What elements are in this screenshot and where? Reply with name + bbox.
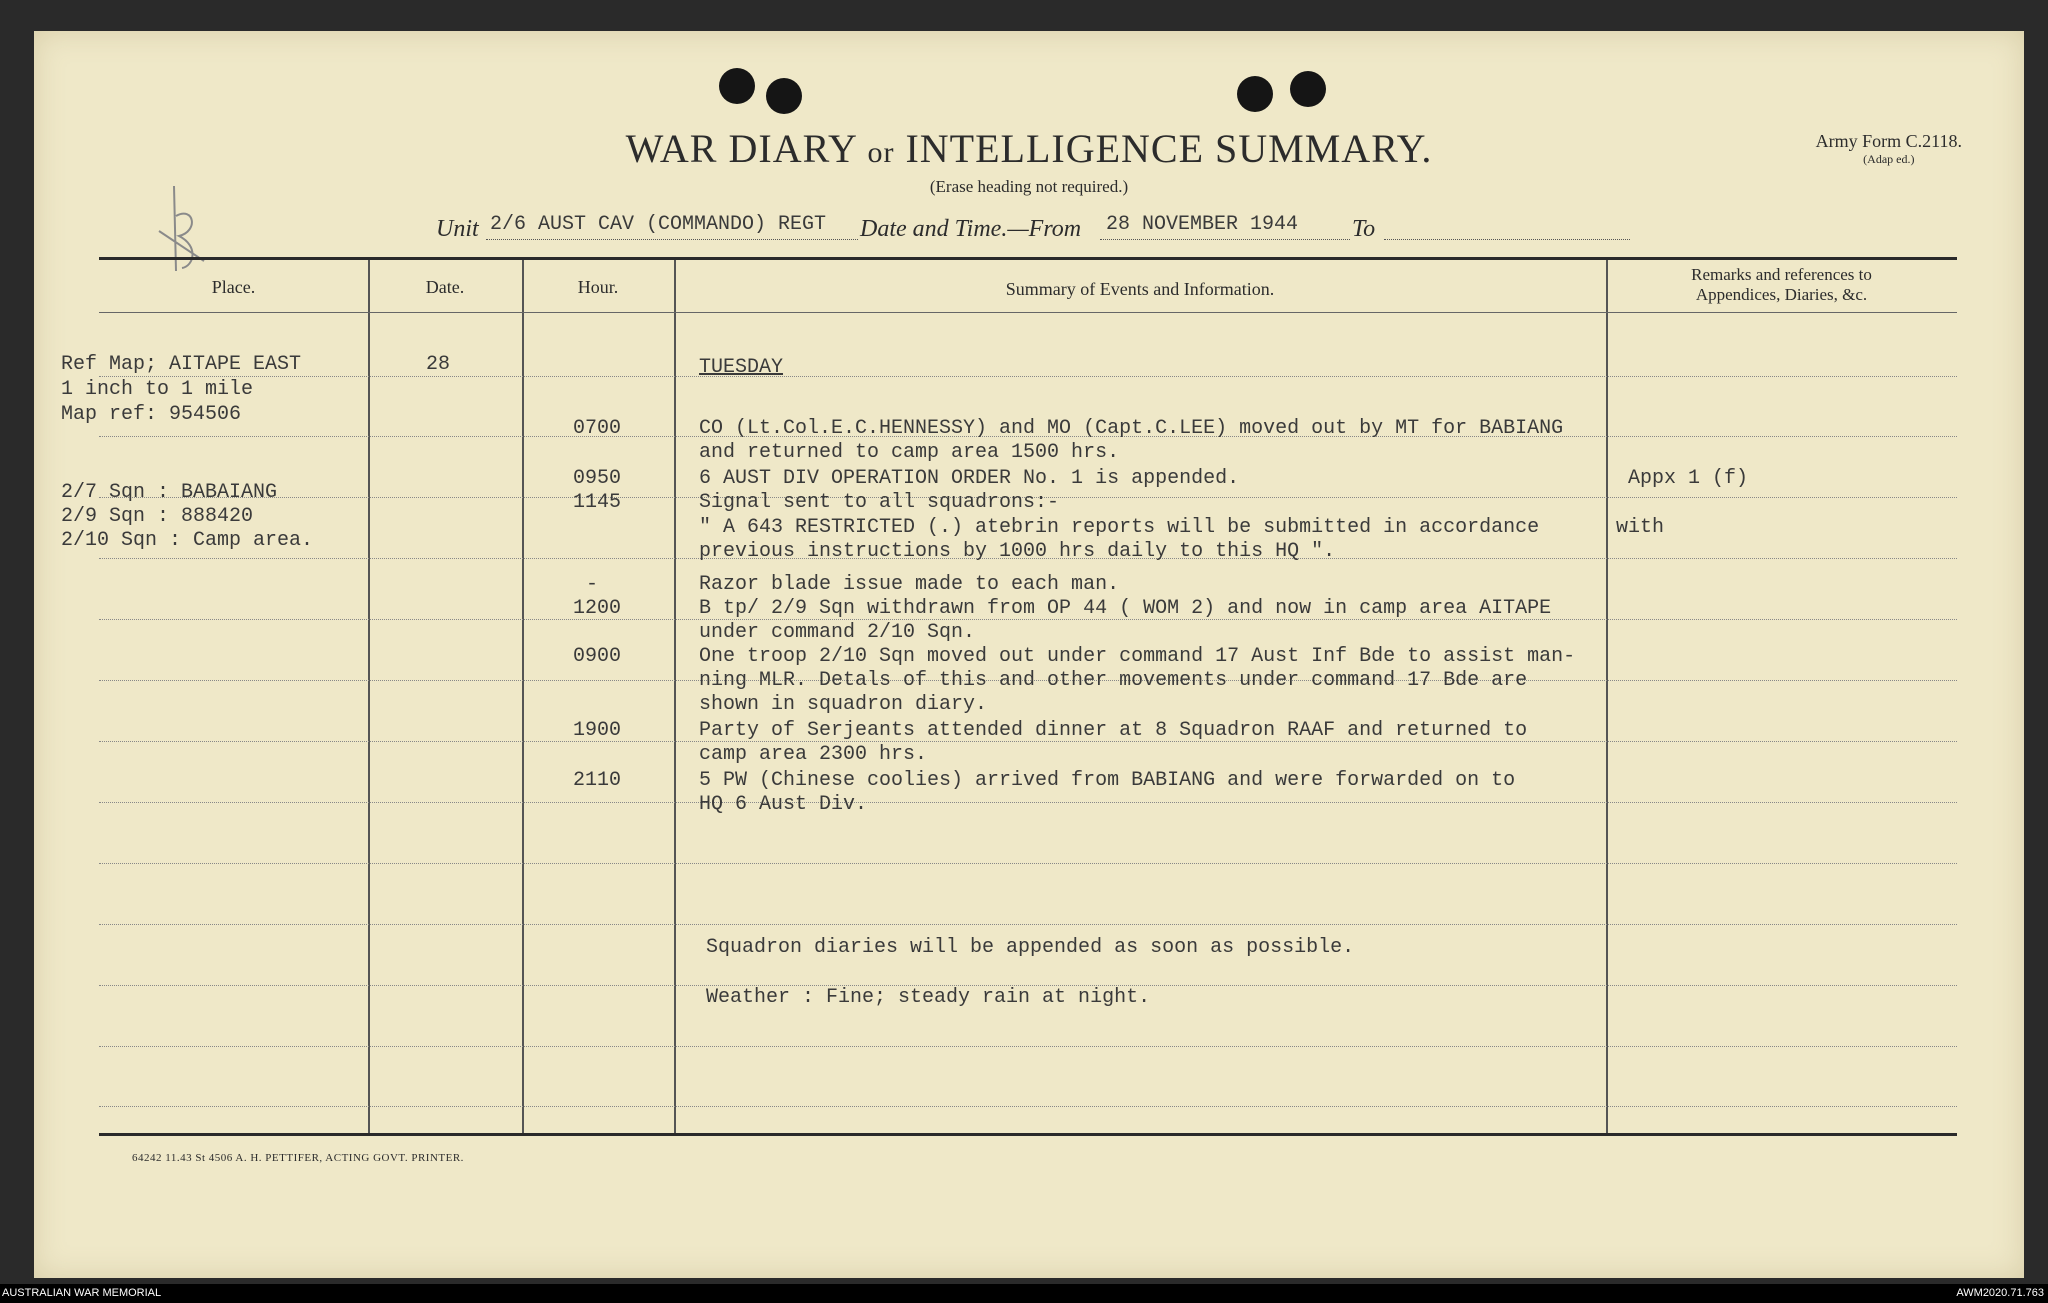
place-entry: 2/9 Sqn : 888420 <box>61 505 254 528</box>
punch-hole <box>1237 76 1273 112</box>
summary-line: under command 2/10 Sqn. <box>699 621 976 644</box>
to-label: To <box>1352 216 1376 242</box>
war-diary-page <box>34 31 2024 1278</box>
row-line <box>99 924 1957 925</box>
handwritten-initials-mark <box>154 176 214 286</box>
summary-line: previous instructions by 1000 hrs daily to this HQ ". <box>699 540 1336 563</box>
summary-line: B tp/ 2/9 Sqn withdrawn from OP 44 ( WOM 2) and now in camp area AITAPE <box>699 597 1552 620</box>
summary-line: Signal sent to all squadrons:- <box>699 491 1060 514</box>
summary-line: Squadron diaries will be appended as soon as possible. <box>706 936 1355 959</box>
date-from-line <box>1100 239 1350 240</box>
row-line <box>99 802 1957 803</box>
column-header-hour: Hour. <box>577 277 619 297</box>
place-entry: 1 inch to 1 mile <box>61 378 254 401</box>
page-subtitle: (Erase heading not required.) <box>929 177 1129 196</box>
archive-reference: AWM2020.71.763 <box>1956 1287 2044 1299</box>
column-header-summary: Summary of Events and Information. <box>1005 279 1275 299</box>
hour-entry: 1900 <box>573 719 622 742</box>
unit-line <box>486 239 858 240</box>
summary-line: 6 AUST DIV OPERATION ORDER No. 1 is appended. <box>699 467 1240 490</box>
row-line <box>99 1106 1957 1107</box>
remarks-appendix-ref: Appx 1 (f) <box>1628 467 1749 490</box>
date-entry: 28 <box>426 353 451 376</box>
unit-value: 2/6 AUST CAV (COMMANDO) REGT <box>490 213 827 236</box>
hour-entry: 0700 <box>573 417 622 440</box>
hour-entry: 0950 <box>573 467 622 490</box>
column-divider <box>368 260 370 1133</box>
page-title: WAR DIARY or INTELLIGENCE SUMMARY. <box>625 126 1433 171</box>
archive-footer <box>0 1284 2048 1303</box>
remarks-continuation: with <box>1616 516 1665 539</box>
summary-line: HQ 6 Aust Div. <box>699 793 868 816</box>
punch-hole <box>719 68 755 104</box>
row-line <box>99 1046 1957 1047</box>
summary-line: camp area 2300 hrs. <box>699 743 928 766</box>
summary-line: Party of Serjeants attended dinner at 8 Squadron RAAF and returned to <box>699 719 1528 742</box>
summary-line: and returned to camp area 1500 hrs. <box>699 441 1120 464</box>
hour-entry: 1145 <box>573 491 622 514</box>
header-underline <box>99 312 1957 313</box>
day-heading: TUESDAY <box>699 356 784 379</box>
summary-line: Razor blade issue made to each man. <box>699 573 1120 596</box>
place-entry: Ref Map; AITAPE EAST <box>61 353 302 376</box>
punch-hole <box>766 78 802 114</box>
summary-line: One troop 2/10 Sqn moved out under command 17 Aust Inf Bde to assist man- <box>699 645 1576 668</box>
place-entry: 2/10 Sqn : Camp area. <box>61 529 314 552</box>
archive-name: AUSTRALIAN WAR MEMORIAL <box>2 1287 162 1299</box>
punch-hole <box>1290 71 1326 107</box>
hour-entry: 0900 <box>573 645 622 668</box>
column-divider <box>674 260 676 1133</box>
printer-imprint: 64242 11.43 St 4506 A. H. PETTIFER, ACTING GOVT. PRINTER. <box>132 1152 464 1164</box>
column-header-date: Date. <box>425 277 465 297</box>
table-top-rule <box>99 257 1957 260</box>
column-header-place: Place. <box>211 277 256 297</box>
place-entry: Map ref: 954506 <box>61 403 242 426</box>
unit-label: Unit <box>436 216 479 242</box>
army-form-number: Army Form C.2118. (Adap ed.) <box>1815 131 1962 166</box>
date-from-value: 28 NOVEMBER 1944 <box>1106 213 1299 236</box>
row-line <box>99 376 1957 377</box>
column-header-remarks: Remarks and references to Appendices, Diaries, &c. <box>1691 265 1872 304</box>
summary-line: Weather : Fine; steady rain at night. <box>706 986 1151 1009</box>
summary-line: CO (Lt.Col.E.C.HENNESSY) and MO (Capt.C.LEE) moved out by MT for BABIANG <box>699 417 1564 440</box>
hour-entry: - <box>586 573 599 596</box>
date-time-label: Date and Time.—From <box>860 216 1082 242</box>
row-line <box>99 863 1957 864</box>
summary-line: shown in squadron diary. <box>699 693 988 716</box>
column-divider <box>1606 260 1608 1133</box>
table-bottom-rule <box>99 1133 1957 1136</box>
column-divider <box>522 260 524 1133</box>
place-entry: 2/7 Sqn : BABAIANG <box>61 481 278 504</box>
hour-entry: 2110 <box>573 769 622 792</box>
summary-line: ning MLR. Detals of this and other movements under command 17 Bde are <box>699 669 1528 692</box>
summary-line: " A 643 RESTRICTED (.) atebrin reports will be submitted in accordance <box>699 516 1540 539</box>
hour-entry: 1200 <box>573 597 622 620</box>
date-to-line <box>1384 239 1630 240</box>
summary-line: 5 PW (Chinese coolies) arrived from BABIANG and were forwarded on to <box>699 769 1516 792</box>
